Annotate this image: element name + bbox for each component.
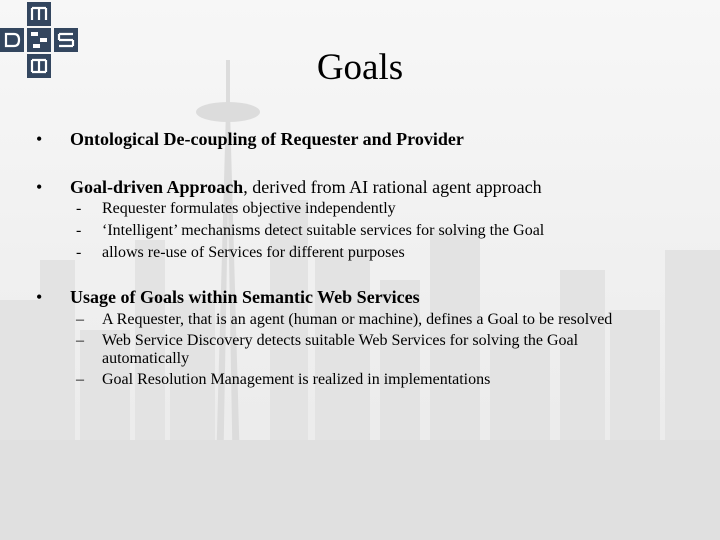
- bullet-marker: •: [36, 177, 43, 197]
- sub-marker: –: [76, 371, 84, 388]
- bullet-bold-text: Goal-driven Approach: [70, 177, 244, 197]
- sub-text: Goal Resolution Management is realized in implementations: [102, 371, 491, 388]
- bullet-text: Usage of Goals within Semantic Web Services: [70, 287, 420, 307]
- slide-title: Goals: [316, 47, 404, 88]
- sub-text: Web Service Discovery detects suitable Web Services for solving the Goal automatically: [102, 332, 579, 367]
- sub-text: A Requester, that is an agent (human or machine), defines a Goal to be resolved: [102, 311, 613, 328]
- sub-list: [76, 311, 696, 392]
- sub-marker: –: [76, 311, 84, 328]
- sub-marker: -: [76, 222, 82, 239]
- sub-list: [76, 200, 696, 266]
- list-item: [76, 311, 696, 329]
- bullet-rest-text: , derived from AI rational agent approach: [243, 177, 542, 197]
- sub-marker: –: [76, 332, 84, 349]
- bullet-text: Ontological De-coupling of Requester and Provider: [70, 129, 464, 149]
- bullet-marker: •: [36, 129, 43, 149]
- sub-text: ‘Intelligent’ mechanisms detect suitable services for solving the Goal: [102, 222, 545, 239]
- sub-marker: -: [76, 244, 82, 261]
- bullet-marker: •: [36, 287, 43, 307]
- list-item: [76, 371, 696, 389]
- list-item: [76, 332, 696, 368]
- list-item: [76, 200, 696, 222]
- bullet-text: [70, 176, 542, 198]
- sub-text: allows re-use of Services for different purposes: [102, 244, 405, 261]
- sub-text: Requester formulates objective independently: [102, 200, 396, 217]
- sub-marker: -: [76, 200, 82, 217]
- list-item: [76, 222, 696, 244]
- list-item: [76, 244, 696, 266]
